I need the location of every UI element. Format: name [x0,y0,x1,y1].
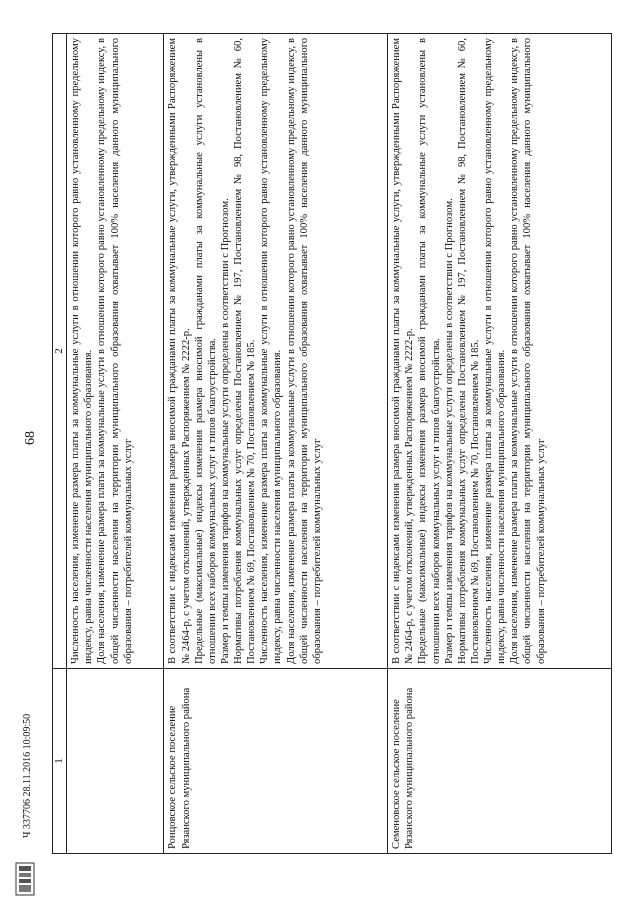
description-paragraph: В соответствии с индексами изменения размера вносимой гражданами платы за коммунальные услуги, утвержденными Распоряжением № 2464-р, с учетом отклонений, утвержденных Распоряжением № 2222-р. [391,38,416,664]
description-paragraph: Численность населения, изменение размера платы за коммунальные услуги в отношении которого равно установленному предельному индексу, равна численности населения муниципального образования. [259,38,284,664]
description-paragraph: Нормативы потребления коммунальных услуг определены Постановлением № 197, Постановлением № 98, Постановлением № 60, Постановлением № 69, Постановлением № 70, Постановлением № 185. [456,38,481,664]
table-row [67,34,164,854]
description-paragraph: Предельные (максимальные) индексы изменения размера вносимой гражданами платы за коммунальные услуги установлены в отношении всех наборов коммунальных услуг и типов благоустройства. [193,38,218,664]
description-paragraph: Размер и темпы изменения тарифов на коммунальные услуги определены в соответствии с Прогнозом. [219,198,231,664]
header-col-1: 1 [53,669,67,854]
description-paragraph: Размер и темпы изменения тарифов на коммунальные услуги определены в соответствии с Прогнозом. [443,198,455,664]
municipality-name [67,669,164,854]
description-paragraph: В соответствии с индексами изменения размера вносимой гражданами платы за коммунальные услуги, утвержденными Распоряжением № 2464-р, с учетом отклонений, утвержденных Распоряжением № 2222-р. [167,38,192,664]
garant-logo-icon [14,862,36,896]
description-cell [388,34,612,669]
table-row [388,34,612,854]
table-row [164,34,388,854]
document-sheet [52,34,612,854]
table-header-row [53,34,67,854]
description-paragraph: Предельные (максимальные) индексы изменения размера вносимой гражданами платы за коммунальные услуги установлены в отношении всех наборов коммунальных услуг и типов благоустройства. [417,38,442,664]
description-cell [67,34,164,669]
description-cell [164,34,388,669]
description-paragraph: Доля населения, изменение размера платы за коммунальные услуги в отношении которого равно установленному предельному индексу, в общей численности населения на территории муниципального образования охватывает 100% населения данного муниципального образования – потребителей коммунальных услуг [285,38,323,664]
document-stamp: Ч 337706 28.11.2016 10:09:50 [22,713,33,838]
municipal-table [52,33,612,854]
page-number: 68 [23,431,38,445]
description-paragraph: Доля населения, изменение размера платы за коммунальные услуги в отношении которого равно установленному предельному индексу, в общей численности населения на территории муниципального образования охватывает 100% населения данного муниципального образования – потребителей коммунальных услуг [509,38,547,664]
description-paragraph: Нормативы потребления коммунальных услуг определены Постановлением № 197, Постановлением № 98, Постановлением № 60, Постановлением № 69, Постановлением № 70, Постановлением № 185. [233,38,258,664]
municipality-name: Семеновское сельское поселение Рязанского муниципального района [388,669,612,854]
description-paragraph: Численность населения, изменение размера платы за коммунальные услуги в отношении которого равно установленному предельному индексу, равна численности населения муниципального образования. [483,38,508,664]
description-paragraph: Численность населения, изменение размера платы за коммунальные услуги в отношении которого равно установленному предельному индексу, равна численности населения муниципального образования. [70,38,95,664]
municipality-name: Ронцовское сельское поселение Рязанского муниципального района [164,669,388,854]
description-paragraph: Доля населения, изменение размера платы за коммунальные услуги в отношении которого равно установленному предельному индексу, в общей численности населения на территории муниципального образования охватывает 100% населения данного муниципального образования – потребителей коммунальных услуг [96,38,134,664]
header-col-2: 2 [53,34,67,669]
rotated-table-wrapper [52,34,612,854]
